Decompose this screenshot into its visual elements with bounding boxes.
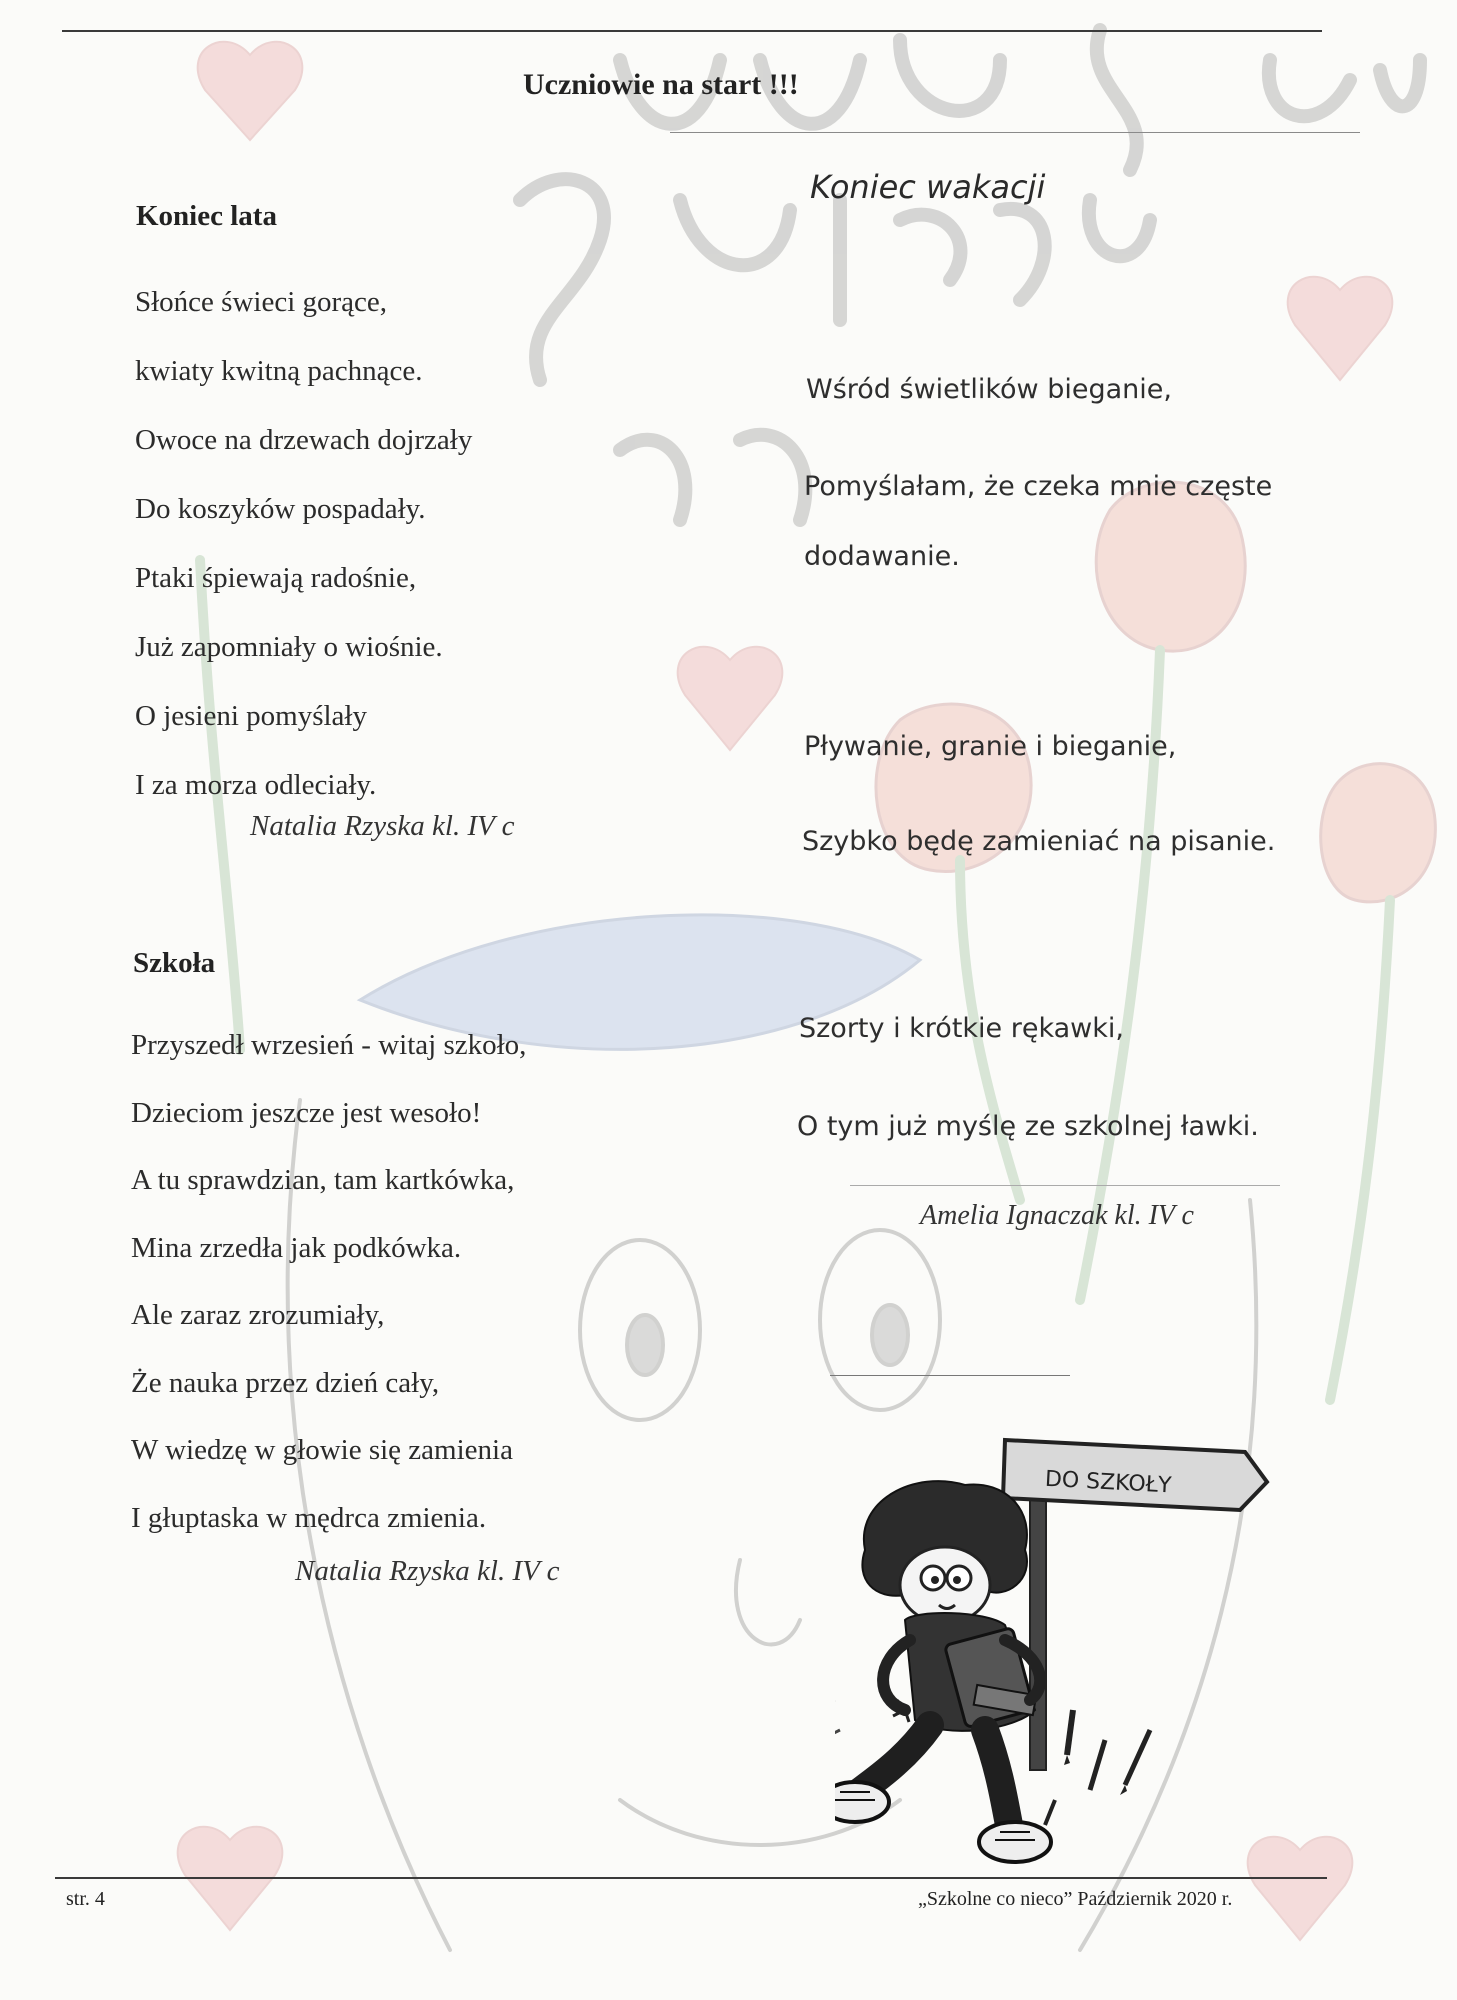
poem-line: dodawanie. bbox=[804, 541, 960, 572]
poem-title-koniec-wakacji: Koniec wakacji bbox=[810, 168, 1046, 206]
poem-line: Mina zrzedła jak podkówka. bbox=[131, 1231, 462, 1264]
poem-title-koniec-lata: Koniec lata bbox=[136, 200, 277, 232]
footer-rule bbox=[55, 1877, 1327, 1879]
page-number: str. 4 bbox=[66, 1888, 105, 1910]
boy-to-school-illustration bbox=[835, 1410, 1285, 1890]
poem-line: Słońce świeci gorące, bbox=[135, 286, 388, 318]
page-title: Uczniowie na start !!! bbox=[523, 68, 799, 101]
poem-author: Natalia Rzyska kl. IV c bbox=[250, 810, 515, 842]
poem-szkola bbox=[131, 1012, 526, 1552]
poem-line: Owoce na drzewach dojrzały bbox=[135, 424, 473, 456]
sign-text: DO SZKOŁY bbox=[1044, 1466, 1173, 1499]
poem-line: Szorty i krótkie rękawki, bbox=[799, 1013, 1124, 1044]
poem-title-szkola: Szkoła bbox=[133, 947, 216, 979]
poem-author: Amelia Ignaczak kl. IV c bbox=[920, 1200, 1194, 1231]
poem-divider bbox=[850, 1185, 1280, 1186]
poem-line: Przyszedł wrzesień - witaj szkoło, bbox=[131, 1029, 527, 1061]
poem-line: Do koszyków pospadały. bbox=[135, 493, 426, 525]
heart-icon bbox=[678, 647, 783, 750]
poem-line: Pływanie, granie i bieganie, bbox=[804, 731, 1177, 762]
poem-line: Już zapomniały o wiośnie. bbox=[135, 631, 443, 663]
poem-line: A tu sprawdzian, tam kartkówka, bbox=[131, 1164, 515, 1196]
poem-line: W wiedzę w głowie się zamienia bbox=[131, 1434, 513, 1466]
poem-line: I za morza odleciały. bbox=[135, 769, 377, 801]
poem-line: Ptaki śpiewają radośnie, bbox=[135, 562, 417, 594]
poem-divider bbox=[830, 1375, 1070, 1376]
poem-line: kwiaty kwitną pachnące. bbox=[135, 355, 423, 387]
header-subrule bbox=[670, 132, 1360, 133]
poem-line: Pomyślałam, że czeka mnie częste bbox=[804, 471, 1273, 502]
poem-line: Szybko będę zamieniać na pisanie. bbox=[802, 826, 1276, 857]
poem-author: Natalia Rzyska kl. IV c bbox=[295, 1555, 560, 1587]
poem-koniec-lata bbox=[135, 268, 472, 820]
publication-info: „Szkolne co nieco” Październik 2020 r. bbox=[918, 1888, 1233, 1910]
poem-line: O tym już myślę ze szkolnej ławki. bbox=[797, 1111, 1259, 1142]
heart-icon bbox=[198, 42, 303, 140]
heart-icon bbox=[1288, 277, 1393, 380]
poem-line: I głuptaska w mędrca zmienia. bbox=[131, 1501, 487, 1534]
poem-line: Ale zaraz zrozumiały, bbox=[131, 1299, 385, 1331]
poem-line: Wśród świetlików bieganie, bbox=[806, 374, 1172, 405]
poem-line: O jesieni pomyślały bbox=[135, 700, 367, 732]
poem-line: Dzieciom jeszcze jest wesoło! bbox=[131, 1096, 482, 1129]
poem-line: Że nauka przez dzień cały, bbox=[131, 1366, 440, 1399]
header-rule bbox=[62, 30, 1322, 32]
